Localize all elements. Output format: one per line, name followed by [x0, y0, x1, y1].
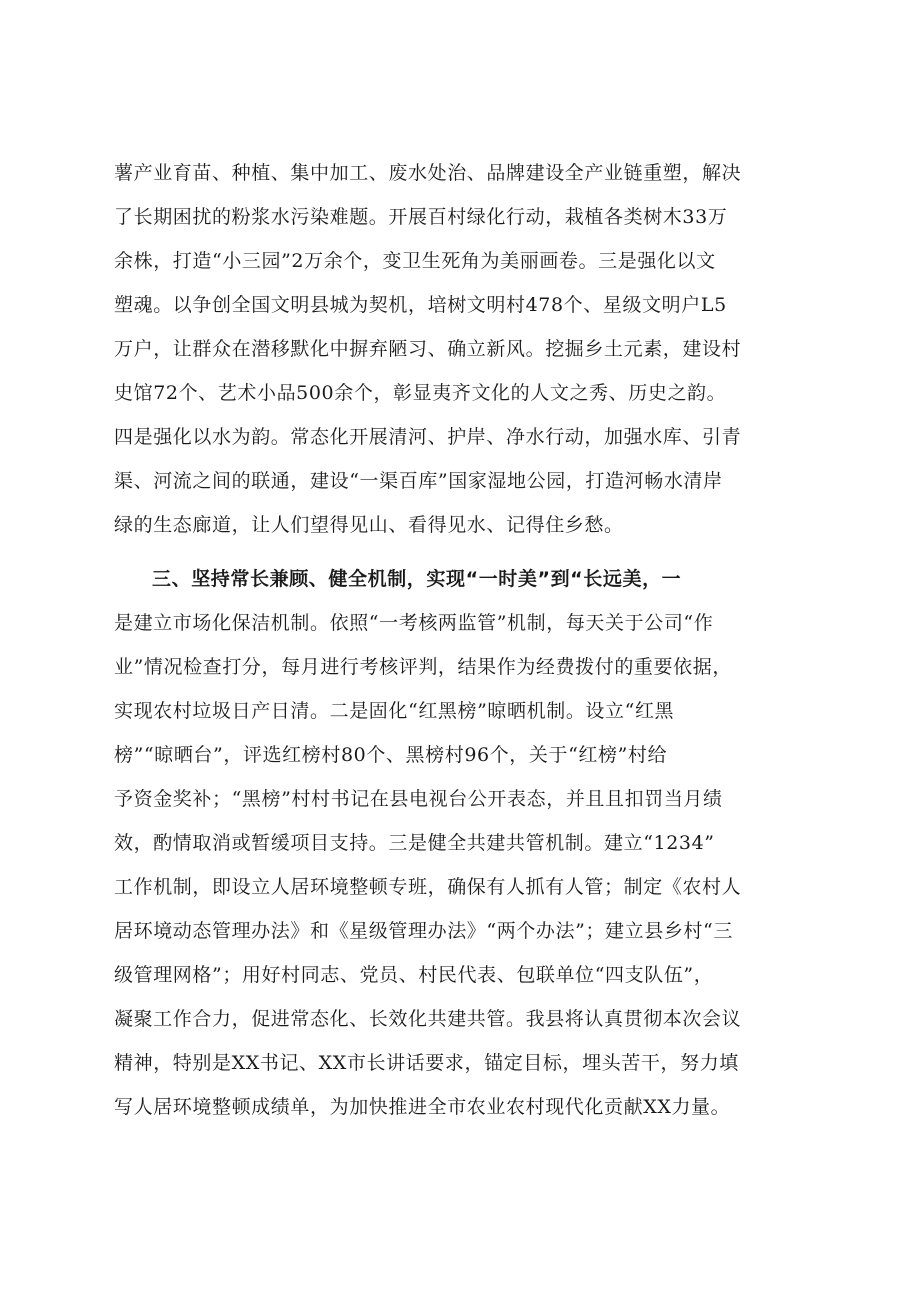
text-line: 绿的生态廊道，让人们望得见山、看得见水、记得住乡愁。 [114, 514, 624, 536]
text-line: 薯产业育苗、种植、集中加工、废水处治、品牌建设全产业链重塑，解决 [114, 162, 742, 184]
text-line: 是建立市场化保洁机制。依照“一考核两监管”机制，每天关于公司“作 [114, 612, 714, 634]
section-heading: 三、坚持常长兼顾、健全机制，实现“一时美”到“长远美，一 [152, 568, 682, 590]
text-line: 实现农村垃圾日产日清。二是固化“红黑榜”晾晒机制。设立“红黑 [114, 700, 675, 722]
paragraph-2 [114, 557, 814, 1129]
text-line: 史馆72个、艺术小品500余个，彰显夷齐文化的人文之秀、历史之韵。 [114, 382, 727, 404]
text-line: 级管理网格”；用好村同志、党员、村民代表、包联单位“四支队伍”， [114, 964, 714, 986]
text-line: 四是强化以水为韵。常态化开展清河、护岸、净水行动，加强水库、引青 [114, 426, 742, 448]
text-line: 予资金奖补；“黑榜”村村书记在县电视台公开表态，并且且扣罚当月绩 [114, 788, 723, 810]
text-line: 工作机制，即设立人居环境整顿专班，确保有人抓有人管；制定《农村人 [114, 876, 742, 898]
text-line: 凝聚工作合力，促进常态化、长效化共建共管。我县将认真贯彻本次会议 [114, 1008, 742, 1030]
text-line: 效，酌情取消或暂缓项目支持。三是健全共建共管机制。建立“1234” [114, 832, 715, 854]
text-line: 居环境动态管理办法》和《星级管理办法》“两个办法”；建立县乡村“三 [114, 920, 733, 942]
text-line: 了长期困扰的粉浆水污染难题。开展百村绿化行动，栽植各类树木33万 [114, 206, 728, 228]
text-line: 业”情况检查打分，每月进行考核评判，结果作为经费拨付的重要依据， [114, 656, 732, 678]
text-line: 万户，让群众在潜移默化中摒弃陋习、确立新风。挖掘乡土元素，建设村 [114, 338, 742, 360]
text-line: 精神，特别是XX书记、XX市长讲话要求，锚定目标，埋头苦干，努力填 [114, 1052, 739, 1074]
text-line: 榜”“晾晒台”，评选红榜村80个、黑榜村96个，关于“红榜”村给 [114, 744, 668, 766]
text-line: 渠、河流之间的联通，建设“一渠百库”国家湿地公园，打造河畅水清岸 [114, 470, 723, 492]
paragraph-1 [114, 151, 814, 547]
text-line: 余株，打造“小三园”2万余个，变卫生死角为美丽画卷。三是强化以文 [114, 250, 716, 272]
text-line: 写人居环境整顿成绩单，为加快推进全市农业农村现代化贡献XX力量。 [114, 1096, 731, 1118]
text-line: 塑魂。以争创全国文明县城为契机，培树文明村478个、星级文明户L5 [114, 294, 727, 316]
